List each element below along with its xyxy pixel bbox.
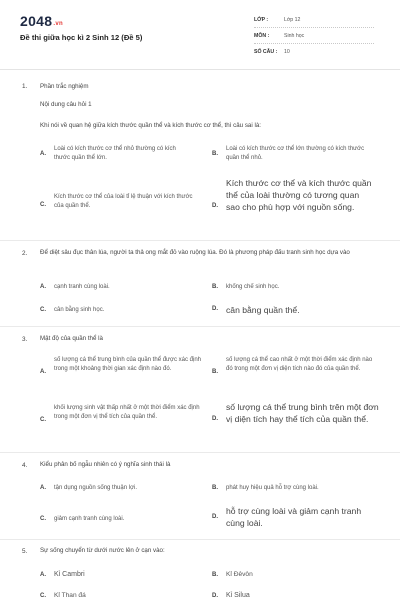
question-stem: Mật độ của quần thể là <box>40 335 103 342</box>
option-text: cân bằng quần thể. <box>226 305 300 315</box>
question-subtitle: Nội dung câu hỏi 1 <box>40 101 92 108</box>
page-header <box>0 0 400 70</box>
option-text: Kích thước cơ thể và kích thước quần thể của loài thường có tương quan sao cho phù hợp với nguồn sống. <box>226 178 372 212</box>
option-letter: C. <box>40 202 46 208</box>
option-text: Kỉ Cambri <box>54 571 85 578</box>
meta-value: 10 <box>284 49 290 55</box>
question-number: 1. <box>22 83 28 90</box>
meta-divider <box>254 43 374 44</box>
question-divider <box>0 326 400 327</box>
option-letter: B. <box>212 284 218 290</box>
question-stem: Phần trắc nghiệm <box>40 83 89 90</box>
question-number: 4. <box>22 462 28 469</box>
logo-suffix: .vn <box>53 21 63 27</box>
option-letter: C. <box>40 417 46 423</box>
meta-label: MÔN : <box>254 33 270 39</box>
option-text: Kỉ Than đá <box>54 592 86 599</box>
option-text: hỗ trợ cùng loài và giảm cạnh tranh cùng loài. <box>226 506 362 528</box>
option-letter: A. <box>40 485 46 491</box>
meta-label: SỐ CÂU : <box>254 49 278 55</box>
option-letter: A. <box>40 284 46 290</box>
question-number: 5. <box>22 548 28 555</box>
meta-label: LỚP : <box>254 17 269 23</box>
exam-title: Đề thi giữa học kì 2 Sinh 12 (Đề 5) <box>20 33 143 42</box>
option-letter: B. <box>212 572 218 578</box>
question-number: 3. <box>22 336 28 343</box>
option-text: Kỉ Đêvôn <box>226 571 253 578</box>
option-letter: C. <box>40 307 46 313</box>
option-text: số lượng cá thể trung bình trên một đơn vị diện tích hay thể tích của quần thể. <box>226 402 379 424</box>
question-prompt: Khi nói về quan hệ giữa kích thước quần thể và kích thước cơ thể, thì câu sai là: <box>40 122 262 129</box>
option-letter: B. <box>212 369 218 375</box>
option-letter: C. <box>40 593 46 599</box>
option-text: khống chế sinh học. <box>226 284 280 290</box>
meta-value: Sinh học <box>284 33 305 39</box>
question-stem: Kiểu phân bố ngẫu nhiên có ý nghĩa sinh thái là <box>40 461 171 468</box>
option-text: giảm cạnh tranh cùng loài. <box>54 516 125 522</box>
option-letter: A. <box>40 572 46 578</box>
question-divider <box>0 539 400 540</box>
option-text: cân bằng sinh học. <box>54 307 105 313</box>
option-text: tận dụng nguồn sống thuận lợi. <box>54 485 138 491</box>
option-text: Kỉ Silua <box>226 592 250 599</box>
option-letter: C. <box>40 516 46 522</box>
question-stem: Để diệt sâu đục thân lúa, người ta thả ong mắt đỏ vào ruộng lúa. Đó là phương pháp đấu tranh sinh học dựa vào <box>40 249 350 256</box>
question-number: 2. <box>22 250 28 257</box>
option-letter: D. <box>212 416 218 422</box>
option-letter: D. <box>212 306 218 312</box>
option-letter: A. <box>40 151 46 157</box>
option-letter: B. <box>212 485 218 491</box>
option-text: số lượng cá thể cao nhất ở một thời điểm xác định nào đó trong một đơn vị diện tích nào đó của quần thể. <box>226 357 373 372</box>
option-letter: B. <box>212 151 218 157</box>
meta-value: Lớp 12 <box>284 17 301 23</box>
site-logo[interactable] <box>20 13 63 29</box>
option-text: phát huy hiệu quả hỗ trợ cùng loài. <box>226 485 319 491</box>
option-text: Loài có kích thước cơ thể nhỏ thường có kích thước quần thể lớn. <box>54 146 176 161</box>
question-divider <box>0 452 400 453</box>
logo-text: 2048 <box>20 13 53 29</box>
option-text: Loài có kích thước cơ thể lớn thường có kích thước quần thể nhỏ. <box>226 146 365 161</box>
option-letter: A. <box>40 369 46 375</box>
option-text: cạnh tranh cùng loài. <box>54 284 110 290</box>
meta-divider <box>254 27 374 28</box>
header-divider <box>0 69 400 70</box>
option-text: khối lượng sinh vật thấp nhất ở một thời điểm xác định trong một đơn vị thể tích của quần thể. <box>54 405 200 420</box>
option-letter: D. <box>212 203 218 209</box>
option-text: số lượng cá thể trung bình của quần thể được xác định trong một khoảng thời gian xác định nào đó. <box>54 357 201 372</box>
option-text: Kích thước cơ thể của loài tỉ lệ thuận với kích thước của quần thể. <box>54 194 193 209</box>
option-letter: D. <box>212 514 218 520</box>
question-stem: Sự sống chuyển từ dưới nước lên ở cạn vào: <box>40 547 165 554</box>
question-divider <box>0 240 400 241</box>
option-letter: D. <box>212 593 218 599</box>
